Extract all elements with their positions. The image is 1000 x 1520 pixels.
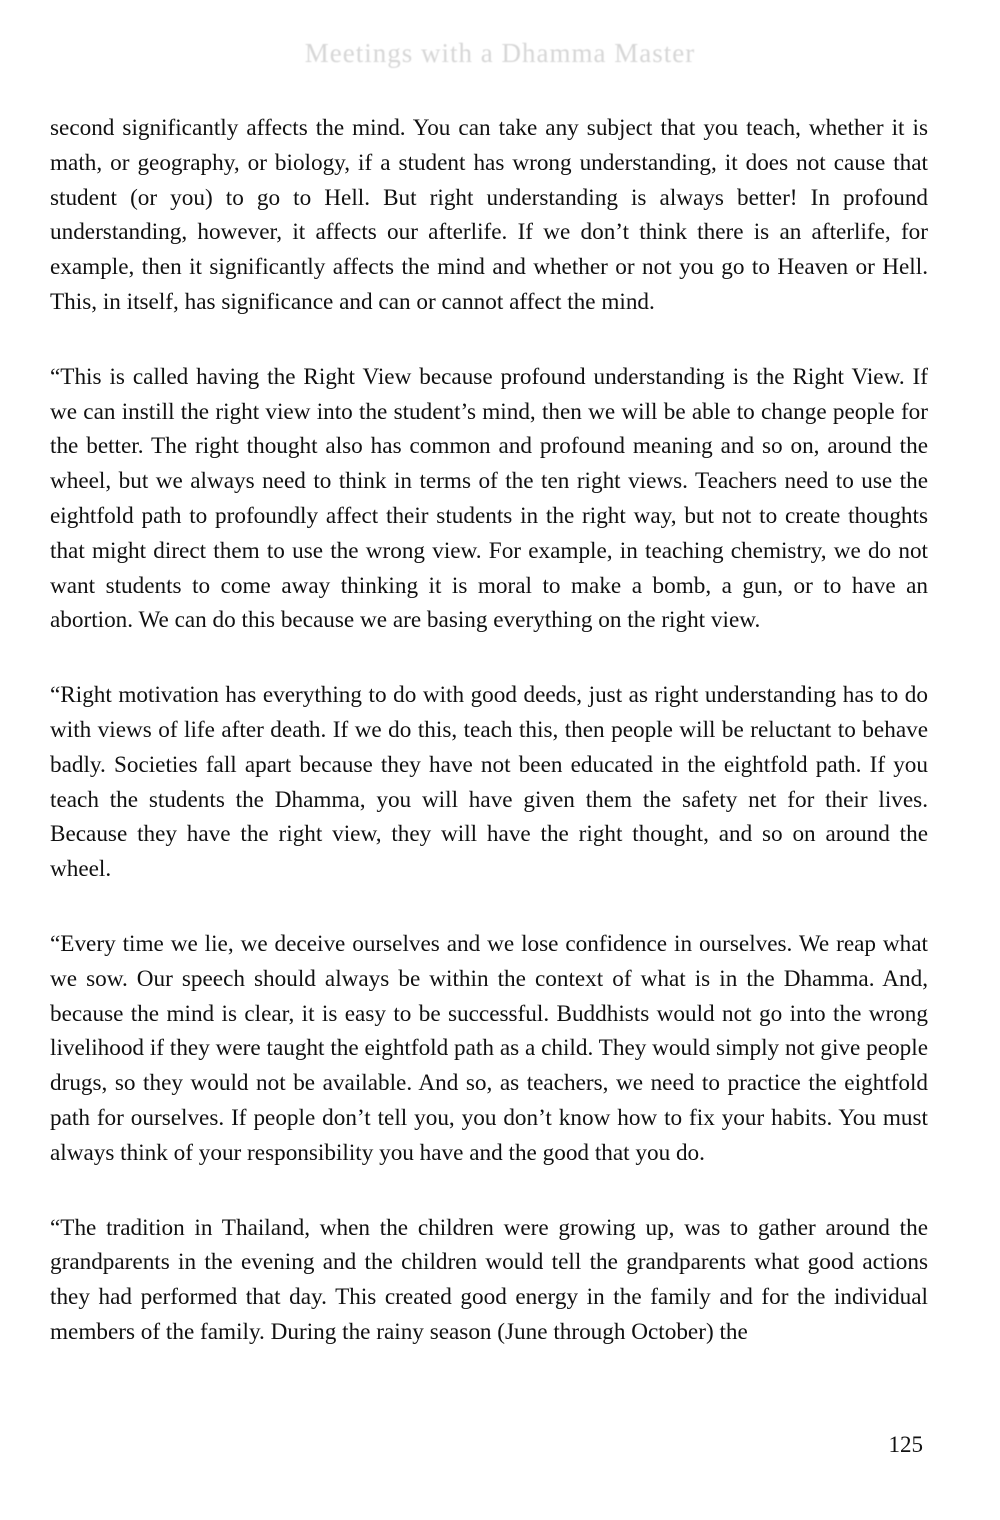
- page-number: 125: [888, 1432, 923, 1457]
- running-header: Meetings with a Dhamma Master: [304, 38, 696, 68]
- paragraph-2: “This is called having the Right View because profound understanding is the Right View. If we can instill the right view into the student’s mind, then we will be able to change people for the better. The right thought also has common and profound meaning and so on, around the wheel, but we always need to think in terms of the ten right views. Teachers need to use the eightfold path to profoundly affect their students in the right way, but not to create thoughts that might direct them to use the wrong view. For example, in teaching chemistry, we do not want students to come away thinking it is moral to make a bomb, a gun, or to have an abortion. We can do this because we are basing everything on the right view.: [50, 363, 928, 634]
- paragraph-5: “The tradition in Thailand, when the children were growing up, was to gather around the grandparents in the evening and the children would tell the grandparents what good actions they had performed that day. This created good energy in the family and for the individual members of the family. During the rainy season (June through October) the: [50, 1214, 928, 1345]
- paragraph-4: “Every time we lie, we deceive ourselves and we lose confidence in ourselves. We reap what we sow. Our speech should always be within the context of what is in the Dhamma. And, because the mind is clear, it is easy to be successful. Buddhists would not go into the wrong livelihood if they were taught the eightfold path as a child. They would simply not give people drugs, so they would not be available. And so, as teachers, we need to practice the eightfold path for ourselves. If people don’t tell you, you don’t know how to fix your habits. You must always think of your responsibility you have and the good that you do.: [50, 930, 928, 1166]
- body-text: [50, 111, 928, 1350]
- paragraph-3: “Right motivation has everything to do with good deeds, just as right understanding has to do with views of life after death. If we do this, teach this, then people will be reluctant to behave badly. Societies fall apart because they have not been educated in the eightfold path. If you teach the students the Dhamma, you will have given them the safety net for their lives. Because they have the right view, they will have the right thought, and so on around the wheel.: [50, 682, 928, 883]
- paragraph-1: second significantly affects the mind. You can take any subject that you teach, whether it is math, or geography, or biology, if a student has wrong understanding, it does not cause that student (or you) to go to Hell. But right understanding is always better! In profound understanding, however, it affects our afterlife. If we don’t think there is an afterlife, for example, then it significantly affects the mind and whether or not you go to Heaven or Hell. This, in itself, has significance and can or cannot affect the mind.: [50, 115, 928, 315]
